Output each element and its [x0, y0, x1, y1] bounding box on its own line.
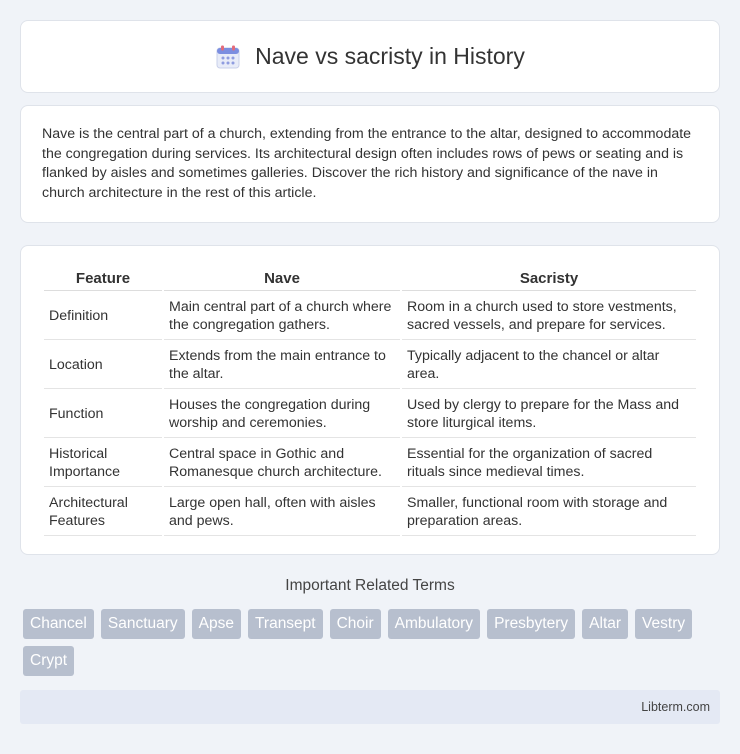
nave-cell: Large open hall, often with aisles and pews. — [164, 489, 400, 536]
sacristy-cell: Room in a church used to store vestments, sacred vessels, and prepare for services. — [402, 293, 696, 340]
table-row — [44, 293, 696, 340]
tag-transept[interactable]: Transept — [248, 609, 323, 639]
tag-presbytery[interactable]: Presbytery — [487, 609, 575, 639]
comparison-table — [42, 264, 698, 538]
column-header-nave: Nave — [164, 266, 400, 291]
related-terms-title: Important Related Terms — [285, 577, 455, 594]
tag-choir[interactable]: Choir — [330, 609, 381, 639]
feature-cell: Location — [44, 342, 162, 389]
tag-vestry[interactable]: Vestry — [635, 609, 692, 639]
footer — [20, 690, 720, 724]
calendar-icon — [215, 44, 241, 70]
related-terms-list — [23, 609, 723, 676]
tag-crypt[interactable]: Crypt — [23, 646, 74, 676]
footer-site-link[interactable]: Libterm.com — [641, 700, 710, 714]
nave-cell: Central space in Gothic and Romanesque church architecture. — [164, 440, 400, 487]
feature-cell: Definition — [44, 293, 162, 340]
tag-apse[interactable]: Apse — [192, 609, 241, 639]
nave-cell: Houses the congregation during worship and ceremonies. — [164, 391, 400, 438]
feature-cell: Architectural Features — [44, 489, 162, 536]
table-header-row — [44, 266, 696, 291]
intro-text: Nave is the central part of a church, extending from the entrance to the altar, designed to accommodate the congregation during services. Its architectural design often includes rows of pews or seating and is flanked by aisles and sometimes galleries. Discover the rich history and significance of the nave in church architecture in the rest of this article. — [42, 126, 692, 201]
column-header-feature: Feature — [44, 266, 162, 291]
sacristy-cell: Typically adjacent to the chancel or altar area. — [402, 342, 696, 389]
nave-cell: Main central part of a church where the congregation gathers. — [164, 293, 400, 340]
title-card — [20, 20, 720, 93]
sacristy-cell: Essential for the organization of sacred rituals since medieval times. — [402, 440, 696, 487]
column-header-sacristy: Sacristy — [402, 266, 696, 291]
table-row — [44, 489, 696, 536]
sacristy-cell: Smaller, functional room with storage and preparation areas. — [402, 489, 696, 536]
tag-chancel[interactable]: Chancel — [23, 609, 94, 639]
table-row — [44, 440, 696, 487]
tag-altar[interactable]: Altar — [582, 609, 628, 639]
comparison-card — [20, 245, 720, 555]
feature-cell: Function — [44, 391, 162, 438]
page-title: Nave vs sacristy in History — [255, 43, 525, 69]
tag-ambulatory[interactable]: Ambulatory — [388, 609, 480, 639]
nave-cell: Extends from the main entrance to the altar. — [164, 342, 400, 389]
table-row — [44, 391, 696, 438]
intro-card — [20, 105, 720, 223]
table-row — [44, 342, 696, 389]
feature-cell: Historical Importance — [44, 440, 162, 487]
sacristy-cell: Used by clergy to prepare for the Mass and store liturgical items. — [402, 391, 696, 438]
tag-sanctuary[interactable]: Sanctuary — [101, 609, 185, 639]
